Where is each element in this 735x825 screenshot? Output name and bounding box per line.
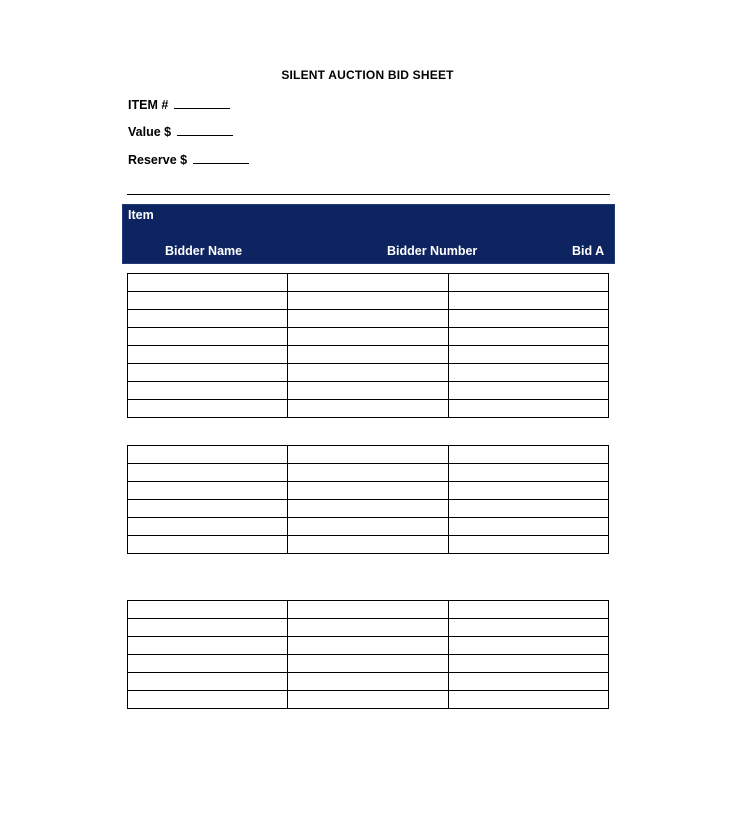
bidder-name-cell[interactable]: [128, 292, 288, 310]
bidder-name-cell[interactable]: [128, 346, 288, 364]
bidder-number-cell[interactable]: [288, 464, 448, 482]
bid-amount-cell[interactable]: [448, 382, 608, 400]
table-row: [128, 482, 609, 500]
header-bidder-number: Bidder Number: [387, 244, 478, 258]
bid-amount-cell[interactable]: [448, 292, 608, 310]
bidder-name-cell[interactable]: [128, 364, 288, 382]
table-row: [128, 500, 609, 518]
bidder-number-cell[interactable]: [288, 655, 448, 673]
bidder-number-cell[interactable]: [288, 637, 448, 655]
bidder-name-cell[interactable]: [128, 446, 288, 464]
bid-amount-cell[interactable]: [448, 446, 608, 464]
bid-amount-cell[interactable]: [448, 310, 608, 328]
bidder-number-cell[interactable]: [288, 482, 448, 500]
item-number-label: ITEM #: [128, 98, 169, 112]
bidder-number-cell[interactable]: [288, 691, 448, 709]
bidder-number-cell[interactable]: [288, 536, 448, 554]
bid-amount-cell[interactable]: [448, 274, 608, 292]
table-row: [128, 274, 609, 292]
bid-table-1: [127, 273, 609, 418]
bid-amount-cell[interactable]: [448, 518, 608, 536]
bidder-name-cell[interactable]: [128, 500, 288, 518]
bidder-name-cell[interactable]: [128, 482, 288, 500]
table-row: [128, 518, 609, 536]
bidder-number-cell[interactable]: [288, 364, 448, 382]
table-row: [128, 601, 609, 619]
bidder-number-cell[interactable]: [288, 310, 448, 328]
bidder-number-cell[interactable]: [288, 446, 448, 464]
bidder-name-cell[interactable]: [128, 518, 288, 536]
bidder-name-cell[interactable]: [128, 310, 288, 328]
bid-table-3: [127, 600, 609, 709]
bidder-name-cell[interactable]: [128, 400, 288, 418]
bidder-number-cell[interactable]: [288, 382, 448, 400]
bid-amount-cell[interactable]: [448, 500, 608, 518]
table-row: [128, 310, 609, 328]
bid-amount-cell[interactable]: [448, 637, 608, 655]
table-row: [128, 364, 609, 382]
bidder-name-cell[interactable]: [128, 601, 288, 619]
table-row: [128, 400, 609, 418]
bidder-name-cell[interactable]: [128, 536, 288, 554]
header-bid-amount: Bid A: [572, 244, 605, 258]
bidder-number-cell[interactable]: [288, 328, 448, 346]
bidder-name-cell[interactable]: [128, 655, 288, 673]
header-item-label: Item: [128, 208, 154, 222]
bid-amount-cell[interactable]: [448, 536, 608, 554]
table-row: [128, 446, 609, 464]
bidder-name-cell[interactable]: [128, 619, 288, 637]
bid-amount-cell[interactable]: [448, 464, 608, 482]
bidder-name-cell[interactable]: [128, 673, 288, 691]
reserve-blank[interactable]: [193, 151, 249, 164]
table-row: [128, 382, 609, 400]
bidder-number-cell[interactable]: [288, 274, 448, 292]
table-row: [128, 637, 609, 655]
table-row: [128, 655, 609, 673]
sheet-title: SILENT AUCTION BID SHEET: [281, 68, 454, 82]
bidder-name-cell[interactable]: [128, 328, 288, 346]
bidder-name-cell[interactable]: [128, 691, 288, 709]
bid-amount-cell[interactable]: [448, 482, 608, 500]
table-row: [128, 328, 609, 346]
bidder-name-cell[interactable]: [128, 637, 288, 655]
table-row: [128, 691, 609, 709]
bid-amount-cell[interactable]: [448, 400, 608, 418]
bid-amount-cell[interactable]: [448, 673, 608, 691]
bidder-number-cell[interactable]: [288, 518, 448, 536]
bidder-name-cell[interactable]: [128, 464, 288, 482]
column-header-band: [122, 204, 615, 264]
bid-amount-cell[interactable]: [448, 364, 608, 382]
bidder-number-cell[interactable]: [288, 601, 448, 619]
section-divider: [127, 194, 610, 195]
bidder-number-cell[interactable]: [288, 500, 448, 518]
bidder-number-cell[interactable]: [288, 673, 448, 691]
header-bidder-name: Bidder Name: [165, 244, 243, 258]
bid-amount-cell[interactable]: [448, 328, 608, 346]
bid-amount-cell[interactable]: [448, 691, 608, 709]
table-row: [128, 536, 609, 554]
table-row: [128, 673, 609, 691]
table-row: [128, 346, 609, 364]
bidder-number-cell[interactable]: [288, 292, 448, 310]
bidder-number-cell[interactable]: [288, 619, 448, 637]
item-number-field[interactable]: [128, 96, 230, 112]
table-row: [128, 292, 609, 310]
value-field[interactable]: [128, 123, 233, 139]
bidder-number-cell[interactable]: [288, 400, 448, 418]
item-number-blank[interactable]: [174, 96, 230, 109]
bid-amount-cell[interactable]: [448, 619, 608, 637]
value-blank[interactable]: [177, 123, 233, 136]
bidder-number-cell[interactable]: [288, 346, 448, 364]
bid-amount-cell[interactable]: [448, 346, 608, 364]
bidder-name-cell[interactable]: [128, 382, 288, 400]
bid-amount-cell[interactable]: [448, 601, 608, 619]
table-row: [128, 619, 609, 637]
reserve-field[interactable]: [128, 151, 249, 167]
bid-amount-cell[interactable]: [448, 655, 608, 673]
reserve-label: Reserve $: [128, 153, 188, 167]
bid-table-2: [127, 445, 609, 554]
table-row: [128, 464, 609, 482]
bidder-name-cell[interactable]: [128, 274, 288, 292]
value-label: Value $: [128, 125, 172, 139]
